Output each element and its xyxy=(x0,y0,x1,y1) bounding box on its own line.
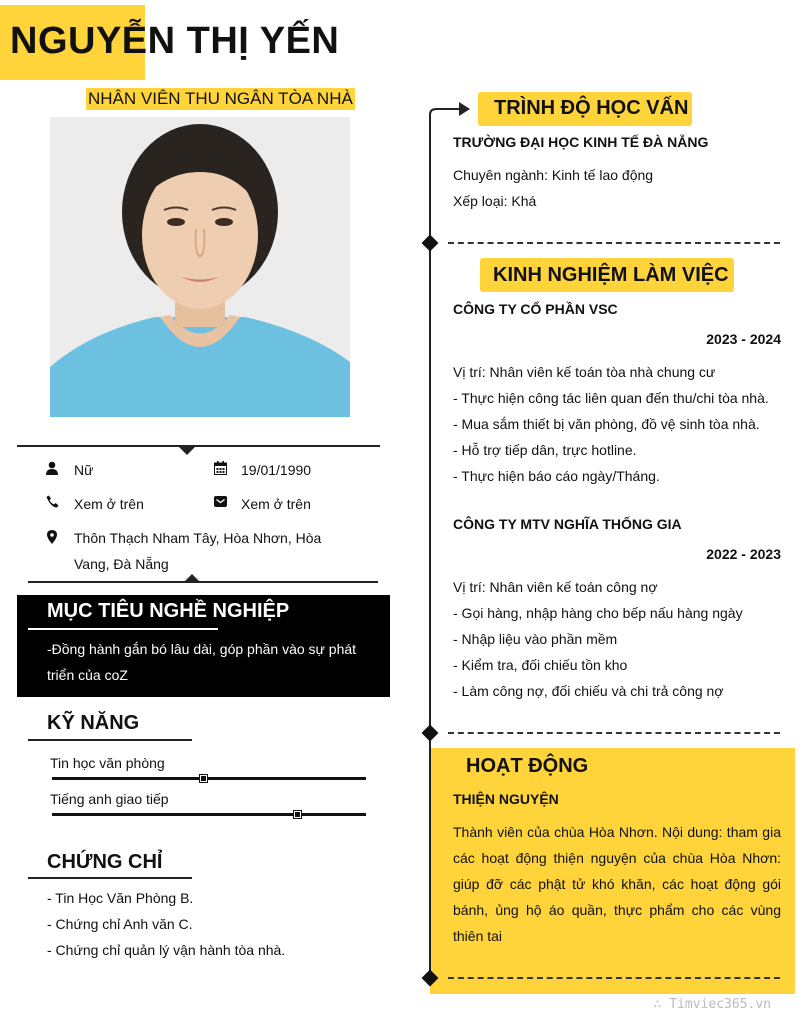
skill-label: Tin học văn phòng xyxy=(50,755,165,771)
job-line: - Hỗ trợ tiếp dân, trực hotline. xyxy=(453,442,637,458)
candidate-name: NGUYỄN THỊ YẾN xyxy=(10,20,340,62)
education-title: TRÌNH ĐỘ HỌC VẤN xyxy=(494,97,689,119)
certificate-item: - Tin Học Văn Phòng B. xyxy=(47,890,194,906)
activity-org: THIỆN NGUYỆN xyxy=(453,791,559,807)
objective-underline xyxy=(28,628,218,630)
skill-level-marker xyxy=(199,774,208,783)
watermark-text: Timviec365.vn xyxy=(669,997,771,1012)
watermark-icon: ∴ xyxy=(653,997,670,1012)
job-line: - Thực hiện công tác liên quan đến thu/chi tòa nhà. xyxy=(453,390,769,406)
email-icon xyxy=(214,495,228,509)
certificate-item: - Chứng chỉ Anh văn C. xyxy=(47,916,193,932)
skills-underline xyxy=(28,739,192,741)
skill-level-marker xyxy=(293,810,302,819)
phone-icon xyxy=(46,495,60,509)
job-title: NHÂN VIÊN THU NGÂN TÒA NHÀ xyxy=(88,89,353,108)
profile-photo xyxy=(50,117,350,417)
map-marker-icon xyxy=(47,530,61,544)
job-line: - Kiểm tra, đối chiếu tồn kho xyxy=(453,657,628,673)
activity-text: Thành viên của chùa Hòa Nhơn. Nội dung: tham gia các hoạt động thiện nguyện của chùa Hòa Nhơn: giúp đỡ các phật tử khó khăn, các hoạt động gói bánh, ủng hộ áo quần, thực phẩm cho các vùng thiên tai xyxy=(453,824,781,944)
calendar-icon xyxy=(214,461,228,475)
skill-label: Tiếng anh giao tiếp xyxy=(50,791,169,807)
dob-value: 19/01/1990 xyxy=(241,462,312,478)
watermark xyxy=(654,997,771,1012)
company-name: CÔNG TY CỔ PHẦN VSC xyxy=(453,301,618,317)
objective-title: MỤC TIÊU NGHỀ NGHIỆP xyxy=(47,600,290,622)
job-line: Vị trí: Nhân viên kế toán công nợ xyxy=(453,579,658,595)
skill-bar xyxy=(52,777,366,780)
timeline-node xyxy=(422,235,439,252)
job-period: 2022 - 2023 xyxy=(706,546,781,562)
certificates-title: CHỨNG CHỈ xyxy=(47,851,163,873)
skills-title: KỸ NĂNG xyxy=(47,712,140,734)
divider-bottom xyxy=(28,581,378,583)
dashed-divider xyxy=(448,242,780,244)
skill-bar xyxy=(52,813,366,816)
gender-value: Nữ xyxy=(74,462,94,478)
dashed-divider xyxy=(448,732,780,734)
address-line-2: Vang, Đà Nẵng xyxy=(74,556,169,572)
email-value: Xem ở trên xyxy=(241,496,311,512)
rank: Xếp loại: Khá xyxy=(453,193,537,209)
objective-text: -Đồng hành gắn bó lâu dài, góp phần vào sự phát triển của coZ xyxy=(47,641,357,683)
timeline-arrow-icon xyxy=(429,101,463,121)
certificate-item: - Chứng chỉ quản lý vận hành tòa nhà. xyxy=(47,942,286,958)
timeline-node xyxy=(422,725,439,742)
job-line: - Nhập liệu vào phần mềm xyxy=(453,631,618,647)
job-line: - Gọi hàng, nhập hàng cho bếp nấu hàng ngày xyxy=(453,605,743,621)
job-line: - Thực hiện báo cáo ngày/Tháng. xyxy=(453,468,660,484)
dashed-divider xyxy=(448,977,780,979)
school-name: TRƯỜNG ĐẠI HỌC KINH TẾ ĐÀ NẴNG xyxy=(453,134,709,150)
certificates-underline xyxy=(28,877,192,879)
job-line: Vị trí: Nhân viên kế toán tòa nhà chung cư xyxy=(453,364,716,380)
job-period: 2023 - 2024 xyxy=(706,331,781,347)
user-icon xyxy=(46,461,60,475)
phone-value: Xem ở trên xyxy=(74,496,144,512)
major: Chuyên ngành: Kinh tế lao động xyxy=(453,167,654,183)
address-line-1: Thôn Thạch Nham Tây, Hòa Nhơn, Hòa xyxy=(74,530,322,546)
experience-title: KINH NGHIỆM LÀM VIỆC xyxy=(493,264,729,286)
company-name: CÔNG TY MTV NGHĨA THỐNG GIA xyxy=(453,516,682,532)
job-line: - Mua sắm thiết bị văn phòng, đồ vệ sinh tòa nhà. xyxy=(453,416,760,432)
job-line: - Làm công nợ, đối chiếu và chi trả công nợ xyxy=(453,683,724,699)
divider-top xyxy=(17,445,380,447)
activity-title: HOẠT ĐỘNG xyxy=(466,755,589,777)
divider-arrow-down xyxy=(179,447,195,455)
